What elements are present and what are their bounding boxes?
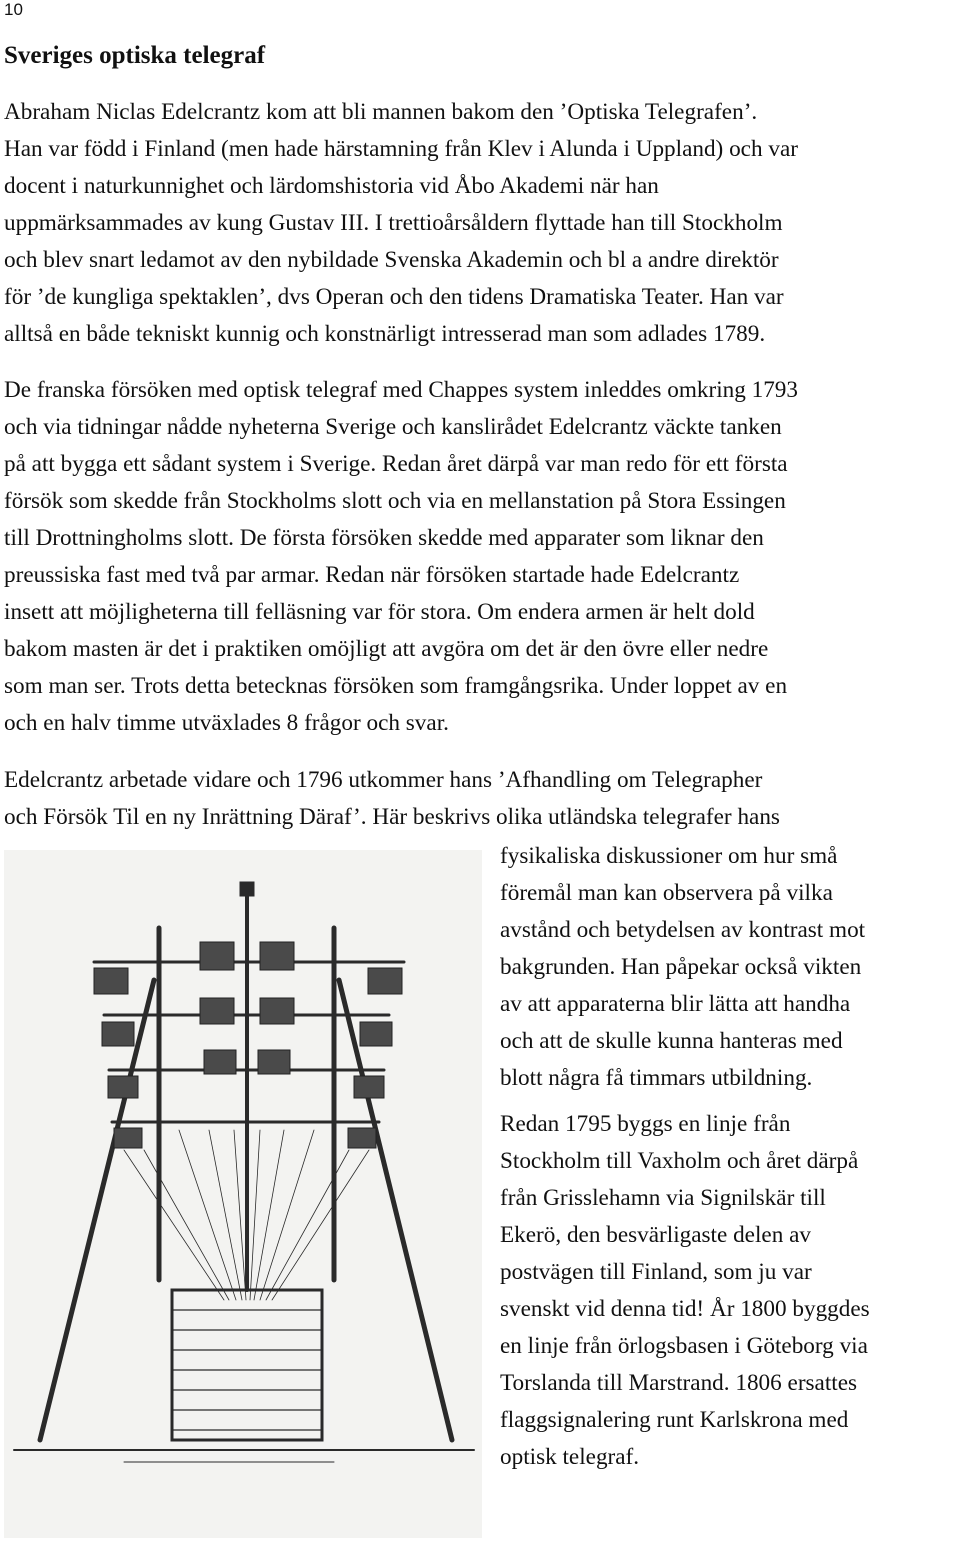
text-line: insett att möjligheterna till felläsning var för stora. Om endera armen är helt dold [4, 599, 755, 625]
text-line: och Försök Til en ny Inrättning Däraf’. Här beskrivs olika utländska telegrafer hans [4, 804, 780, 830]
left-strut [40, 980, 154, 1440]
paragraph-afhandling [4, 762, 780, 836]
text-line: av att apparaterna blir lätta att handha [500, 991, 851, 1017]
text-line: optisk telegraf. [500, 1444, 640, 1470]
text-line: Redan 1795 byggs en linje från [500, 1111, 791, 1137]
text-line: svenskt vid denna tid! År 1800 byggdes [500, 1296, 870, 1322]
telegraph-engraving-svg [4, 850, 482, 1538]
text-line: föremål man kan observera på vilka [500, 880, 833, 906]
text-line: fysikaliska diskussioner om hur små [500, 843, 838, 869]
paragraph-french-trials [4, 372, 798, 742]
text-line: försök som skedde från Stockholms slott och via en mellanstation på Stora Essingen [4, 488, 786, 514]
page-number: 10 [4, 0, 23, 19]
text-line: Han var född i Finland (men hade härstamning från Klev i Alunda i Uppland) och var [4, 136, 798, 162]
text-line: Abraham Niclas Edelcrantz kom att bli mannen bakom den ’Optiska Telegrafen’. [4, 99, 758, 125]
text-line: som man ser. Trots detta betecknas försöken som framgångsrika. Under loppet av en [4, 673, 788, 699]
text-line: docent i naturkunnighet och lärdomshistoria vid Åbo Akademi när han [4, 173, 659, 199]
text-line: bakgrunden. Han påpekar också vikten [500, 954, 862, 980]
telegraph-illustration [4, 850, 482, 1538]
text-line: och blev snart ledamot av den nybildade Svenska Akademin och bl a andre direktör [4, 247, 779, 273]
text-line: bakom masten är det i praktiken omöjligt att avgöra om det är den övre eller nedre [4, 636, 769, 662]
right-strut [339, 980, 452, 1440]
text-line: blott några få timmars utbildning. [500, 1065, 813, 1091]
text-line: Stockholm till Vaxholm och året därpå [500, 1148, 859, 1174]
page-title: Sveriges optiska telegraf [4, 42, 266, 69]
operator-box [172, 1290, 322, 1440]
text-line: och en halv timme utväxlades 8 frågor och svar. [4, 710, 449, 736]
paragraph-intro [4, 94, 798, 353]
text-line: Torslanda till Marstrand. 1806 ersattes [500, 1370, 858, 1396]
paragraph-physics-discussion [500, 838, 865, 1097]
text-line: och via tidningar nådde nyheterna Sverige och kanslirådet Edelcrantz väckte tanken [4, 414, 782, 440]
text-line: flaggsignalering runt Karlskrona med [500, 1407, 849, 1433]
text-line: en linje från örlogsbasen i Göteborg via [500, 1333, 868, 1359]
box-planks [172, 1310, 322, 1430]
text-line: postvägen till Finland, som ju var [500, 1259, 812, 1285]
text-line: avstånd och betydelsen av kontrast mot [500, 917, 866, 943]
paragraph-lines-built [500, 1106, 870, 1476]
text-line: för ’de kungliga spektaklen’, dvs Operan och den tidens Dramatiska Teater. Han var [4, 284, 784, 310]
text-line: alltså en både tekniskt kunnig och konstnärligt intresserad man som adlades 1789. [4, 321, 766, 347]
text-line: på att bygga ett sådant system i Sverige. Redan året därpå var man redo för ett första [4, 451, 788, 477]
text-line: och att de skulle kunna hanteras med [500, 1028, 843, 1054]
text-line: De franska försöken med optisk telegraf med Chappes system inleddes omkring 1793 [4, 377, 798, 403]
text-line: uppmärksammades av kung Gustav III. I trettioårsåldern flyttade han till Stockholm [4, 210, 783, 236]
text-line: från Grisslehamn via Signilskär till [500, 1185, 826, 1211]
text-line: preussiska fast med två par armar. Redan när försöken startade hade Edelcrantz [4, 562, 740, 588]
text-line: Edelcrantz arbetade vidare och 1796 utkommer hans ’Afhandling om Telegrapher [4, 767, 763, 793]
text-line: Ekerö, den besvärligaste delen av [500, 1222, 811, 1248]
text-line: till Drottningholms slott. De första försöken skedde med apparater som liknar den [4, 525, 764, 551]
